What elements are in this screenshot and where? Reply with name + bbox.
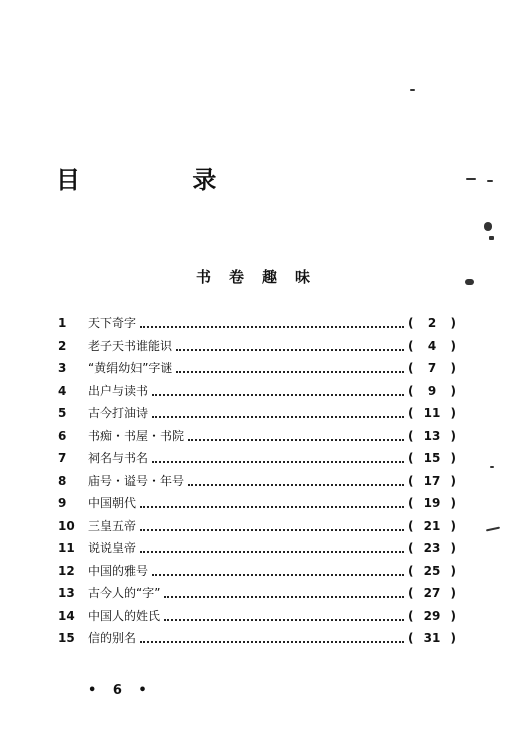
open-paren: ( xyxy=(408,361,414,375)
close-paren: ) xyxy=(450,473,456,488)
scan-speck xyxy=(410,89,415,91)
dot-leader xyxy=(152,570,404,576)
entry-title: 老子天书谁能识 xyxy=(88,338,173,353)
close-paren: ) xyxy=(450,496,456,510)
dot-leader xyxy=(140,525,404,531)
page-value: 19 xyxy=(423,496,441,510)
toc-entry[interactable] xyxy=(58,627,456,650)
dot-leader xyxy=(140,547,404,553)
toc-entry[interactable] xyxy=(58,402,456,425)
dot-leader xyxy=(164,592,404,598)
open-paren: ( xyxy=(408,451,414,465)
close-paren: ) xyxy=(450,428,456,443)
open-paren: ( xyxy=(408,406,414,420)
close-paren: ) xyxy=(450,541,456,555)
open-paren: ( xyxy=(408,428,414,443)
entry-title: 三皇五帝 xyxy=(88,518,137,533)
entry-page-number xyxy=(408,492,456,515)
toc-entry[interactable] xyxy=(58,605,456,628)
scan-speck xyxy=(490,466,494,468)
entry-page-number xyxy=(408,605,456,628)
close-paren: ) xyxy=(450,518,456,533)
entry-number: 1 xyxy=(58,316,67,330)
dot-leader xyxy=(188,480,404,486)
open-paren: ( xyxy=(408,496,414,510)
open-paren: ( xyxy=(408,383,414,398)
entry-number: 11 xyxy=(58,541,75,555)
entry-number: 12 xyxy=(58,563,75,578)
entry-page-number xyxy=(408,425,456,448)
dot-leader xyxy=(164,615,404,621)
entry-number: 6 xyxy=(58,428,67,443)
scan-speck xyxy=(489,236,494,240)
entry-number: 3 xyxy=(58,361,67,375)
open-paren: ( xyxy=(408,473,414,488)
open-paren: ( xyxy=(408,541,414,555)
scan-speck xyxy=(486,527,500,532)
entry-number: 2 xyxy=(58,338,67,353)
open-paren: ( xyxy=(408,563,414,578)
page-value: 13 xyxy=(423,428,441,443)
table-of-contents xyxy=(58,312,456,650)
page-value: 21 xyxy=(423,518,441,533)
dot-leader xyxy=(176,367,404,373)
entry-page-number xyxy=(408,470,456,493)
scan-speck xyxy=(484,222,492,231)
dot-leader xyxy=(140,502,404,508)
page-value: 2 xyxy=(427,316,437,330)
scan-speck xyxy=(487,180,493,182)
entry-number: 7 xyxy=(58,451,67,465)
entry-title: 出户与读书 xyxy=(88,383,149,398)
scan-speck xyxy=(466,178,476,180)
entry-page-number xyxy=(408,357,456,380)
open-paren: ( xyxy=(408,518,414,533)
entry-title: 中国的雅号 xyxy=(88,563,149,578)
toc-entry[interactable] xyxy=(58,447,456,470)
entry-page-number xyxy=(408,447,456,470)
close-paren: ) xyxy=(450,586,456,600)
close-paren: ) xyxy=(450,338,456,353)
entry-page-number xyxy=(408,335,456,358)
entry-title: 信的别名 xyxy=(88,631,137,645)
dot-leader xyxy=(176,345,404,351)
toc-entry[interactable] xyxy=(58,312,456,335)
page-value: 4 xyxy=(427,338,437,353)
toc-entry[interactable] xyxy=(58,560,456,583)
toc-entry[interactable] xyxy=(58,380,456,403)
page-number-footer: • 6 • xyxy=(88,683,153,698)
dot-leader xyxy=(140,637,404,643)
dot-leader xyxy=(152,412,404,418)
entry-number: 13 xyxy=(58,586,75,600)
section-title: 书卷趣味 xyxy=(195,268,328,286)
entry-title: 祠名与书名 xyxy=(88,451,149,465)
page-value: 11 xyxy=(423,406,441,420)
page-value: 25 xyxy=(423,563,441,578)
entry-number: 4 xyxy=(58,383,67,398)
page-heading: 目 录 xyxy=(56,166,269,194)
entry-title: 古今打油诗 xyxy=(88,406,149,420)
close-paren: ) xyxy=(450,608,456,623)
close-paren: ) xyxy=(450,563,456,578)
page-value: 9 xyxy=(427,383,437,398)
toc-entry[interactable] xyxy=(58,357,456,380)
entry-page-number xyxy=(408,402,456,425)
entry-title: 古今人的“字” xyxy=(88,586,161,600)
close-paren: ) xyxy=(450,361,456,375)
toc-entry[interactable] xyxy=(58,335,456,358)
entry-number: 9 xyxy=(58,496,67,510)
toc-entry[interactable] xyxy=(58,470,456,493)
page-value: 29 xyxy=(423,608,441,623)
entry-page-number xyxy=(408,312,456,335)
open-paren: ( xyxy=(408,316,414,330)
entry-title: 说说皇帝 xyxy=(88,541,137,555)
entry-title: “黄绢幼妇”字谜 xyxy=(88,361,173,375)
entry-page-number xyxy=(408,560,456,583)
dot-leader xyxy=(140,322,404,328)
open-paren: ( xyxy=(408,631,414,645)
toc-entry[interactable] xyxy=(58,425,456,448)
entry-number: 5 xyxy=(58,406,67,420)
entry-title: 书痴・书屋・书院 xyxy=(88,428,185,443)
close-paren: ) xyxy=(450,451,456,465)
close-paren: ) xyxy=(450,316,456,330)
entry-title: 中国人的姓氏 xyxy=(88,608,161,623)
toc-entry[interactable] xyxy=(58,582,456,605)
close-paren: ) xyxy=(450,406,456,420)
open-paren: ( xyxy=(408,608,414,623)
close-paren: ) xyxy=(450,383,456,398)
entry-title: 庙号・谥号・年号 xyxy=(88,473,185,488)
entry-page-number xyxy=(408,627,456,650)
open-paren: ( xyxy=(408,586,414,600)
entry-number: 8 xyxy=(58,473,67,488)
open-paren: ( xyxy=(408,338,414,353)
entry-page-number xyxy=(408,380,456,403)
entry-page-number xyxy=(408,582,456,605)
toc-entry[interactable] xyxy=(58,515,456,538)
dot-leader xyxy=(152,390,404,396)
page-value: 7 xyxy=(427,361,437,375)
entry-title: 中国朝代 xyxy=(88,496,137,510)
entry-page-number xyxy=(408,515,456,538)
entry-number: 10 xyxy=(58,518,75,533)
page-value: 31 xyxy=(423,631,441,645)
toc-entry[interactable] xyxy=(58,492,456,515)
entry-title: 天下奇字 xyxy=(88,316,137,330)
dot-leader xyxy=(152,457,404,463)
toc-entry[interactable] xyxy=(58,537,456,560)
entry-page-number xyxy=(408,537,456,560)
page-value: 15 xyxy=(423,451,441,465)
entry-number: 15 xyxy=(58,631,75,645)
page-value: 17 xyxy=(423,473,441,488)
dot-leader xyxy=(188,435,404,441)
page-value: 23 xyxy=(423,541,441,555)
close-paren: ) xyxy=(450,631,456,645)
entry-number: 14 xyxy=(58,608,75,623)
page-value: 27 xyxy=(423,586,441,600)
